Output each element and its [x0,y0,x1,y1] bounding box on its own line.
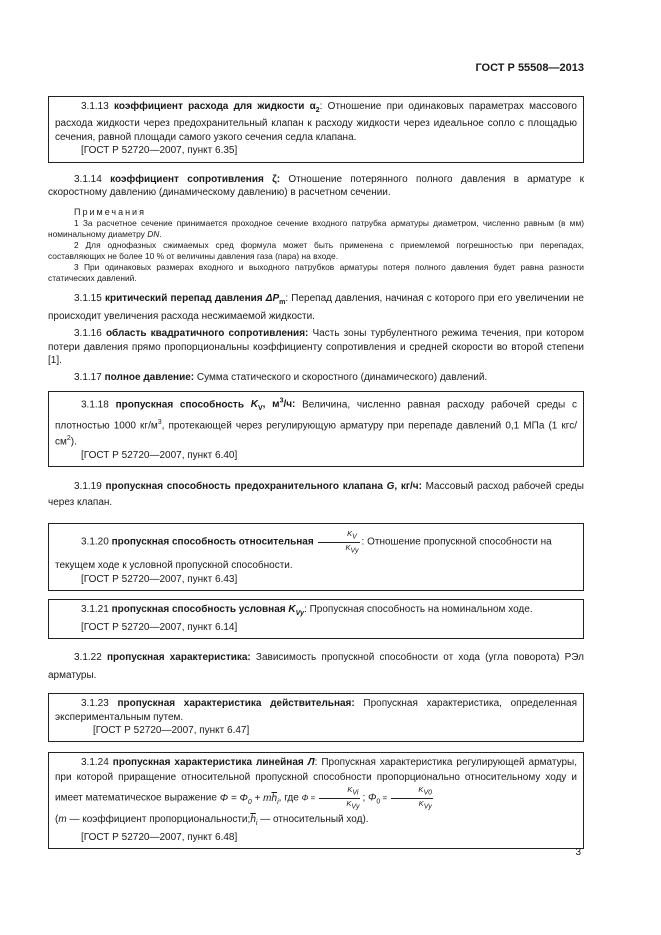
term-3-1-18-box [48,391,584,468]
term-3-1-24-cont: (m — коэффициент $пропорциональности;\overline{h}_i$ — относительный ход). [55,814,369,828]
note-1: 1 За расчетное сечение принимается проходное сечение входного патрубка арматуры диаметром, численно равным (в мм) номинальному диаметру DN. [48,218,584,240]
term-3-1-13-box [48,96,584,163]
term-3-1-14: 3.1.14 коэффициент сопротивления ζ: Отношение потерянного полного давления в арматуре к скоростному давлению (динамическому давлению) в расчетном сечении. [48,173,584,199]
term-name: пропускная характеристика линейная [112,757,308,769]
term-3-1-22: 3.1.22 пропускная характеристика: Зависимость пропускной способности от хода (угла поворота) РЭл арматуры. [48,652,584,682]
fraction: $\frac{K_{V0}}{K_{Vy}}$ [391,785,433,811]
term-name: полное давление: [104,372,195,384]
reference: [ГОСТ Р 52720—2007, пункт 6.14] [81,621,238,633]
term-3-1-20-cont: текущем ходе к условной пропускной способности. [55,560,293,572]
reference: [ГОСТ Р 52720—2007, пункт 6.40] [81,450,238,462]
term-definition: : Отношение при одинаковых параметрах массового расхода жидкости через предохранительный клапан к расходу жидкости через идеальное сопло с площадью сечения, равной площади самого узкого сечения седла клапана. [55,101,577,143]
term-definition: Зависимость пропускной способности от хода (угла поворота) РЭл арматуры. [48,652,584,682]
term-definition: Пропускная характеристика, определенная экспериментальным путем. [55,698,577,723]
term-3-1-24-box [48,752,584,849]
term-3-1-18: 3.1.18 пропускная способность $K_V$, $м^3/ч$: Величина, численно равная расходу рабочей среды с плотностью 1000 $кг/м^3$, протекающей через регулирующую арматуру при перепаде давлений 0,1 МПа (1 кгс/$см^2$). [55,397,578,448]
document-id: ГОСТ Р 55508—2013 [475,62,584,74]
reference: [ГОСТ Р 52720—2007, пункт 6.47] [93,724,250,736]
term-3-1-15: 3.1.15 критический перепад давления $\Delta P_m$: Перепад давления, начиная с которого при его увеличении не происходит увеличения расхода несжимаемой жидкости. [48,293,584,322]
term-3-1-16: 3.1.16 область квадратичного сопротивления: Часть зоны турбулентного режима течения, при котором потери давления прямо пропорциональны коэффициенту сопротивления и средней скорости во второй степени [1]. [48,328,584,367]
term-definition: Часть зоны турбулентного режима течения, при котором потери давления прямо пропорциональны коэффициенту сопротивления и средней скорости во второй степени [1]. [48,328,584,367]
term-name: пропускная способность предохранительного клапана [105,481,387,493]
term-3-1-23-box [48,693,584,742]
reference: [ГОСТ Р 52720—2007, пункт 6.48] [81,831,238,843]
term-name: область квадратичного сопротивления: [105,328,309,340]
page-content [48,96,584,849]
term-3-1-20: 3.1.20 пропускная способность относительная $\frac{K_V}{K_{Vy}}$ : Отношение пропускной способности на [81,529,552,555]
term-definition: Массовый расход рабочей среды через клапан. [48,481,584,509]
term-name: коэффициент сопротивления [110,173,273,185]
notes-title: Примечания [74,207,146,218]
note-3: 3 При одинаковых размерах входного и выходного патрубков арматуры потеря полного давления будет равна разности статических давлений. [48,262,584,284]
term-name: критический перепад давления [104,293,266,305]
reference: [ГОСТ Р 52720—2007, пункт 6.43] [81,573,238,585]
term-3-1-20-box [48,523,584,591]
reference: [ГОСТ Р 52720—2007, пункт 6.35] [81,145,238,157]
term-3-1-24: 3.1.24 пропускная характеристика линейная Л: Пропускная характеристика регулирующей арматуры, при которой приращение относительной пропускной способности пропорционально относительному ходу и имеет математическое выражение $\Phi = \Phi_0 + m\overline{h}_i$, где Φ = $\frac{K_{Vi}}{K_{Vy}}$ ; $\Phi_0$ = $\frac{K_{V0}}{K_{Vy}}$ [55,757,577,811]
term-name: пропускная способность условная [111,604,289,616]
term-definition: Отношение потерянного полного давления в арматуре к скоростному давлению (динамическому давлению) в расчетном сечении. [48,173,584,199]
term-3-1-21-box [48,599,584,639]
term-3-1-21: 3.1.21 пропускная способность условная $K_{Vy}$: Пропускная способность на номинальном ходе. [81,604,533,618]
term-3-1-17: 3.1.17 полное давление: Сумма статического и скоростного (динамического) давлений. [74,372,488,384]
term-name: коэффициент расхода для жидкости [114,101,310,112]
formula: $\Phi = \Phi_0 + m\overline{h}_i$ [219,792,279,806]
term-definition: : Пропускная способность на номинальном ходе. [304,604,533,616]
note-2: 2 Для однофазных сжимаемых сред формула может быть применена с приемлемой погрешностью при перепадах, составляющих не более 10 % от величины давления газа (пара) на входе. [48,240,584,262]
term-definition: Сумма статического и скоростного (динамического) давлений. [194,372,488,384]
term-name: пропускная характеристика действительная: [117,698,355,710]
fraction: $\frac{K_{Vi}}{K_{Vy}}$ [319,785,360,811]
term-3-1-23: 3.1.23 пропускная характеристика действительная: Пропускная характеристика, определенная экспериментальным путем. [55,698,577,723]
term-name: пропускная характеристика: [106,652,251,664]
page-number: 3 [575,847,581,858]
term-3-1-13: 3.1.13 коэффициент расхода для жидкости $\alpha_2$: Отношение при одинаковых параметрах массового расхода жидкости через предохранительный клапан к расходу жидкости через идеальное сопло с площадью сечения, равной площади самого узкого сечения седла клапана. [55,101,577,143]
term-name: пропускная способность [115,399,251,411]
term-definition: : Перепад давления, начиная с которого при его увеличении не происходит увеличения расхода несжимаемой жидкости. [48,293,584,322]
term-name: пропускная способность относительная [111,537,317,549]
fraction: $\frac{K_V}{K_{Vy}}$ [318,529,359,555]
term-3-1-19: 3.1.19 пропускная способность предохранительного клапана G, кг/ч: Массовый расход рабочей среды через клапан. [48,481,584,509]
